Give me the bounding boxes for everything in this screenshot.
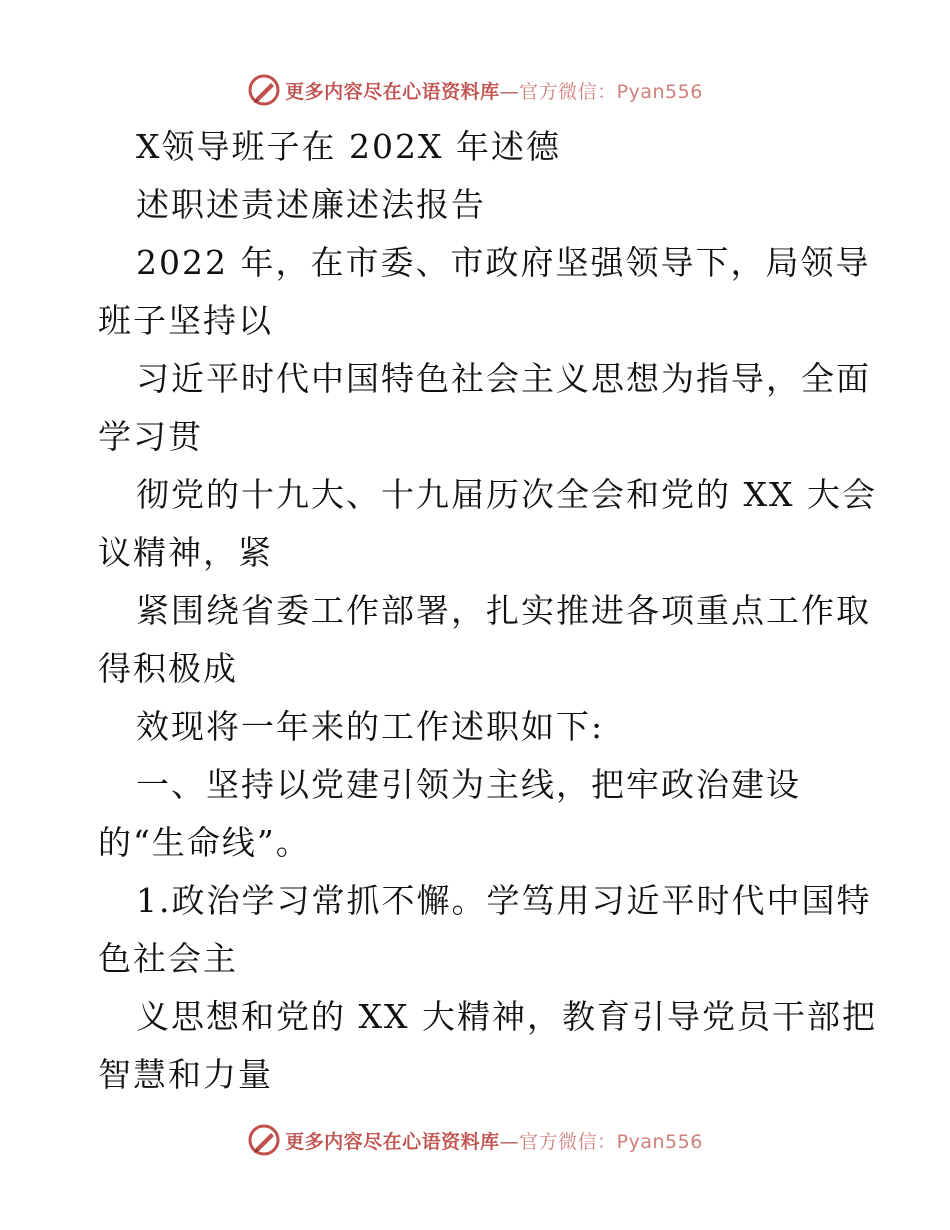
header-watermark-text — [285, 77, 703, 104]
paragraph-line: 得积极成 — [98, 649, 238, 688]
footer-watermark-main: 更多内容尽在心语资料库 — [285, 1130, 500, 1153]
footer-watermark-dash: — — [499, 1130, 520, 1153]
doc-title-line-1: X领导班子在 202X 年述德 — [136, 127, 561, 166]
doc-title-line-2: 述职述责述廉述法报告 — [136, 185, 486, 224]
paragraph-line: 色社会主 — [98, 939, 238, 978]
header-watermark-main: 更多内容尽在心语资料库 — [285, 80, 500, 103]
paragraph-line: 习近平时代中国特色社会主义思想为指导，全面 — [136, 359, 871, 398]
header-watermark-wechat: 官方微信：Pyan556 — [519, 80, 703, 103]
footer-watermark-text — [285, 1127, 703, 1154]
paragraph-line: 效现将一年来的工作述职如下: — [136, 707, 605, 746]
footer-watermark-wechat: 官方微信：Pyan556 — [519, 1130, 703, 1153]
paragraph-line: 1.政治学习常抓不懈。学笃用习近平时代中国特 — [136, 881, 872, 920]
section-heading-line: 的“生命线”。 — [98, 823, 311, 862]
document-body — [98, 118, 877, 1104]
paragraph-line: 学习贯 — [98, 417, 203, 456]
paragraph-line: 彻党的十九大、十九届历次全会和党的 XX 大会 — [136, 475, 877, 514]
header-watermark-dash: — — [499, 80, 520, 103]
paragraph-line: 班子坚持以 — [98, 301, 273, 340]
paragraph-line: 议精神，紧 — [98, 533, 273, 572]
paragraph-line: 义思想和党的 XX 大精神，教育引导党员干部把 — [136, 997, 877, 1036]
paragraph-line: 2022 年，在市委、市政府坚强领导下，局领导 — [136, 243, 871, 282]
footer-watermark — [0, 1122, 950, 1158]
section-heading-line: 一、坚持以党建引领为主线，把牢政治建设 — [136, 765, 801, 804]
pen-logo-icon — [247, 1123, 281, 1157]
header-watermark — [0, 72, 950, 108]
pen-logo-icon — [247, 73, 281, 107]
paragraph-line: 智慧和力量 — [98, 1055, 273, 1094]
paragraph-line: 紧围绕省委工作部署，扎实推进各项重点工作取 — [136, 591, 871, 630]
